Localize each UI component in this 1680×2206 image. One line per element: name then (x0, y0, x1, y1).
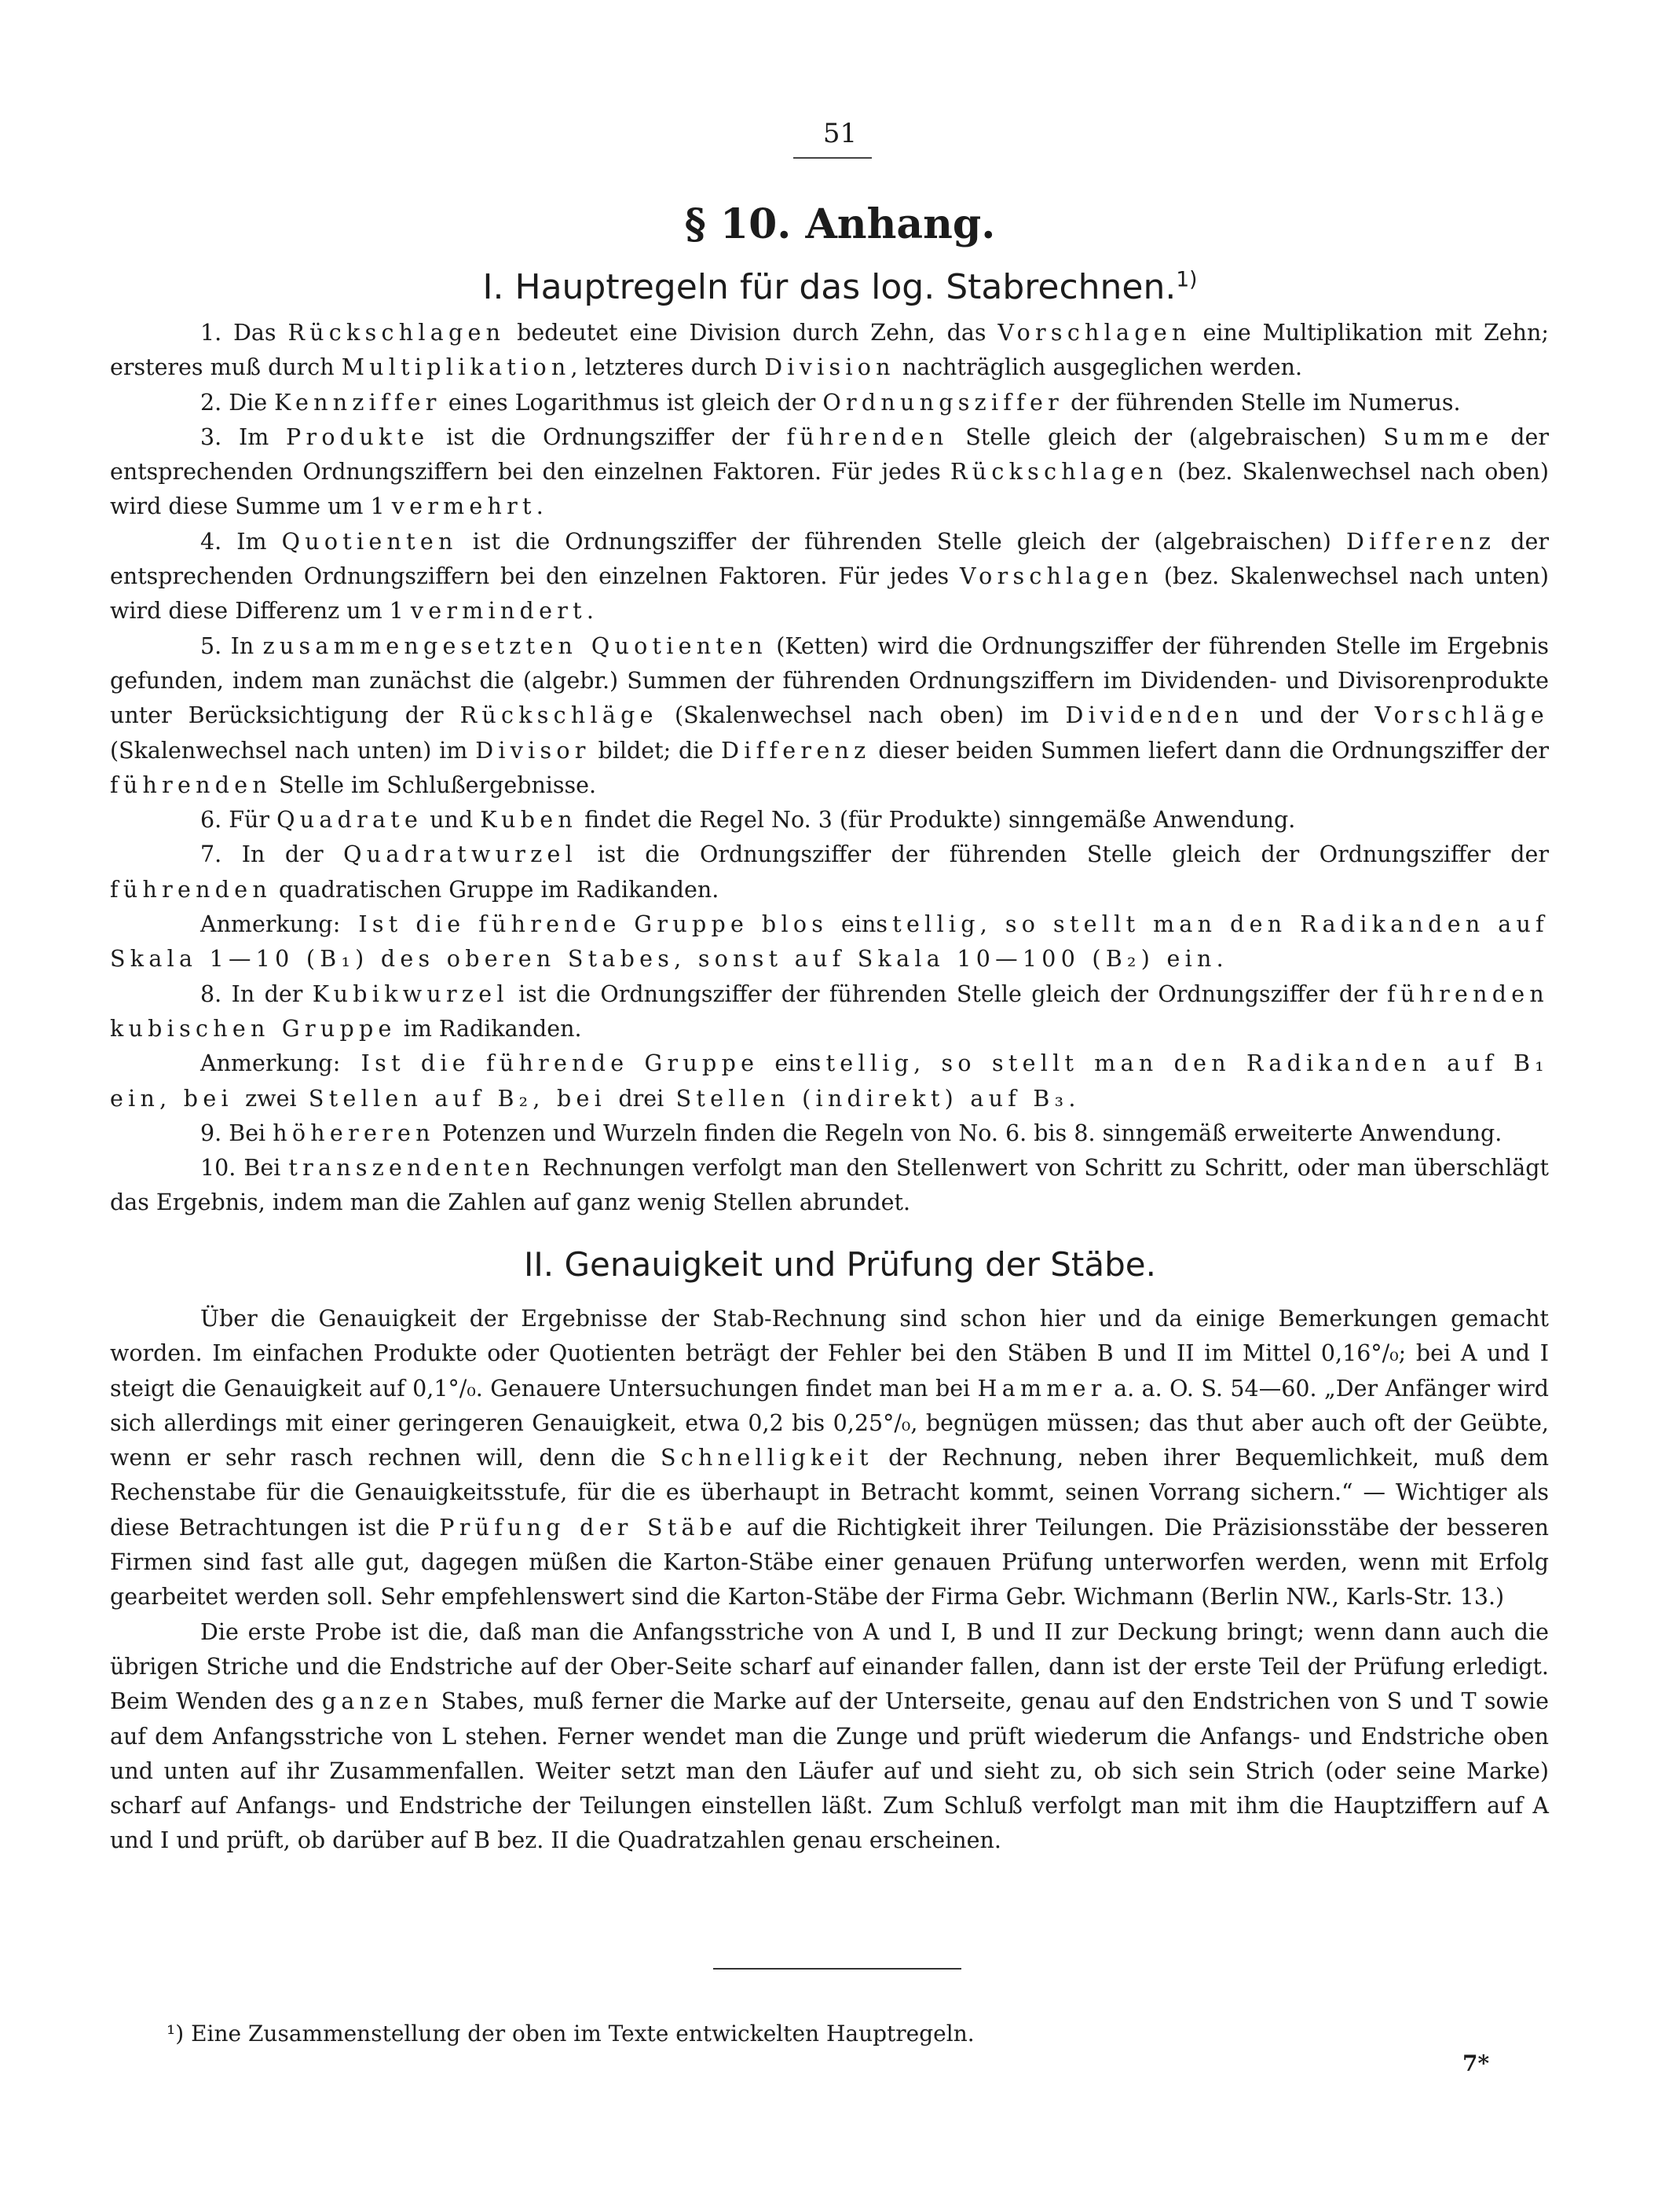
text-run: 1. Das (200, 320, 288, 346)
part2-heading: II. Genauigkeit und Prüfung der Stäbe. (524, 1245, 1156, 1284)
text-run: drei (618, 1085, 664, 1112)
text-run: bedeutet eine Division durch Zehn, das (505, 320, 998, 346)
text-run: 3. Im (200, 423, 287, 450)
spaced-text: Differenz (1345, 528, 1496, 555)
paragraph (110, 1046, 1549, 1116)
text-run: der entsprechenden Ordnungsziffern bei den einzelnen Faktoren. Für jedes (110, 528, 1550, 590)
text-run: (Skalenwechsel nach oben) im (657, 702, 1066, 729)
page-number: 51 (822, 118, 858, 149)
spaced-text: Multiplikation (341, 354, 571, 381)
text-run: zwei (245, 1085, 297, 1112)
paragraph (110, 1302, 1549, 1615)
text-run: auf die Richtigkeit ihrer Teilungen. Die Präzisionsstäbe der besseren Firmen sind fast alle gut, dagegen müßen die Karton-Stäbe einer genauen Prüfung unterworfen werden, wenn mit Erfolg gearbeitet werden soll. Sehr empfehlenswert sind die Karton-Stäbe der Firma Gebr. Wichmann (Berlin NW., Karls-Str. 13.) (110, 1514, 1549, 1611)
spaced-text: transzendenten (288, 1155, 535, 1182)
text-run: ein (840, 911, 877, 938)
footnote (167, 2021, 975, 2047)
text-run: . (586, 598, 594, 625)
spaced-text: Vorschlagen (997, 320, 1191, 346)
text-run: dieser beiden Summen liefert dann die Ordnungsziffer der (870, 737, 1550, 764)
text-run: eine Multiplikation mit Zehn; ersteres muß durch (110, 320, 1549, 381)
spaced-text: : Ist die führende Gruppe (332, 1050, 775, 1077)
spaced-text: vermehrt (391, 493, 536, 520)
spaced-text: führenden (110, 771, 272, 798)
text-run: (Skalenwechsel nach unten) im (110, 737, 476, 764)
text-run: findet die Regel No. 3 (für Produkte) sinngemäße Anwendung. (577, 807, 1296, 834)
spaced-text: Kuben (480, 807, 578, 834)
paragraph (110, 1151, 1549, 1221)
signature-mark: 7* (1462, 2050, 1490, 2076)
spaced-text: Quotienten (281, 528, 458, 555)
text-run: Rechnungen verfolgt man den Stellenwert von Schritt zu Schritt, oder man überschlägt das Ergebnis, indem man die Zahlen auf ganz wenig Stellen abrundet. (110, 1155, 1549, 1216)
text-run: ist die Ordnungsziffer der führenden Stelle gleich der (algebraischen) (457, 528, 1346, 555)
text-run: , letzteres durch (570, 354, 765, 381)
spaced-text: Quadratwurzel (343, 841, 577, 868)
paragraph (110, 803, 1549, 837)
spaced-text: Hammer (977, 1375, 1107, 1402)
text-run: der führenden Stelle im Numerus. (1063, 389, 1461, 416)
spaced-text: Division (764, 354, 895, 381)
spaced-text: Produkte (286, 423, 430, 450)
text-run: 10. Bei (200, 1155, 289, 1182)
text-run: ist die Ordnungsziffer der (429, 423, 787, 450)
text-run: bildet; die (590, 737, 722, 764)
page-number-rule (793, 157, 872, 159)
text-run: eines Logarithmus ist gleich der (441, 389, 823, 416)
spaced-text: höhereren (273, 1119, 435, 1146)
text-run: Stabes, muß ferner die Marke auf der Unterseite, genau auf den Endstrichen von S und T sowie auf dem Anfangsstriche von L stehen. Ferner wendet man die Zunge und prüft wiederum die Anfangs- und Endstriche oben und unten auf ihr Zusammenfallen. Weiter setzt man den Läufer auf und sieht zu, ob sich sein Strich (oder seine Marke) scharf auf Anfangs- und Endstriche der Teilungen einstellen läßt. Zum Schluß verfolgt man mit ihm die Hauptziffern auf A und I und prüft, ob darüber auf B bez. II die Quadratzahlen genau erscheinen. (110, 1688, 1549, 1854)
text-run: ist die Ordnungsziffer der führenden Stelle gleich der Ordnungsziffer der (577, 841, 1550, 868)
spaced-text: Schnelligkeit (660, 1445, 873, 1471)
spaced-text: Kennziffer (274, 389, 441, 416)
spaced-text: : Ist die führende Gruppe blos (332, 911, 841, 938)
paragraph (110, 386, 1549, 420)
paragraph (110, 837, 1549, 907)
text-run: 4. Im (200, 528, 282, 555)
spaced-text: Vorschlagen (959, 563, 1154, 590)
paragraph (110, 525, 1549, 629)
text-run: . (536, 493, 544, 520)
text-run: (bez. Skalenwechsel nach oben) wird diese Summe um 1 (110, 459, 1549, 520)
text-run: Die erste Probe ist die, daß man die Anfangsstriche von A und I, B und II zur Deckung bringt; wenn dann auch die übrigen Striche und die Endstriche auf der Ober-Seite scharf auf einander fallen, dann ist der erste Teil der Prüfung erledigt. Beim Wenden des (110, 1618, 1549, 1715)
text-run: 8. In der (200, 980, 313, 1007)
text-run: Potenzen und Wurzeln finden die Regeln von No. 6. bis 8. sinngemäß erweiterte Anwendung. (434, 1119, 1502, 1146)
spaced-text: führenden kubischen Gruppe (110, 980, 1550, 1042)
spaced-text: Divisor (475, 737, 591, 764)
text-run: und der (1243, 702, 1375, 729)
text-run: der entsprechenden Ordnungsziffern bei den einzelnen Faktoren. Für jedes (110, 423, 1549, 486)
spaced-text: zusammengesetzten Quotienten (262, 632, 767, 659)
spaced-text: Rückschläge (459, 702, 658, 729)
section-title: § 10. Anhang. (684, 200, 996, 248)
paragraph (110, 1615, 1549, 1859)
spaced-text: Differenz (721, 737, 871, 764)
text-run: 5. In (200, 632, 263, 659)
spaced-text: Dividenden (1065, 702, 1244, 729)
spaced-text: Prüfung der Stäbe (439, 1514, 738, 1541)
spaced-text: Summe (1383, 423, 1494, 450)
text-run: Anmerkung (200, 1050, 333, 1077)
footnote-marker: ¹) (167, 2021, 185, 2047)
text-run: (Ketten) wird die Ordnungsziffer der führenden Stelle im Ergebnis gefunden, indem man zunächst die (algebr.) Summen der führenden Ordnungsziffern im Dividenden- und Divisorenprodukte unter Berücksichtigung der (110, 632, 1549, 729)
footnote-rule (713, 1968, 961, 1970)
text-run: 2. Die (200, 389, 275, 416)
text-run: (bez. Skalenwechsel nach unten) wird diese Differenz um 1 (110, 563, 1549, 625)
part1-heading-footnote-ref: 1) (1176, 267, 1198, 292)
paragraph (110, 420, 1549, 525)
rules-list (110, 316, 1549, 1221)
text-run: Anmerkung (200, 911, 333, 938)
spaced-text: Quadrate (276, 807, 423, 834)
text-run: und (423, 807, 481, 834)
text-run: 7. In der (200, 841, 344, 868)
text-run: quadratischen Gruppe im Radikanden. (272, 876, 719, 903)
text-run: a. a. O. S. 54—60. „Der Anfänger wird sich allerdings mit einer geringeren Genauigkeit, etwa 0,2 bis 0,25°/₀, begnügen müssen; das thut aber auch oft der Geübte, wenn er sehr rasch rechnen will, denn die (110, 1375, 1549, 1471)
text-run: 9. Bei (200, 1119, 273, 1146)
spaced-text: führenden (786, 423, 949, 450)
spaced-text: ganzen (321, 1688, 434, 1715)
paragraph (110, 629, 1549, 803)
spaced-text: Rückschlagen (950, 459, 1168, 486)
text-run: ist die Ordnungsziffer der führenden Stelle gleich der Ordnungsziffer der (508, 980, 1388, 1007)
spaced-text: Kubikwurzel (312, 980, 509, 1007)
paragraph (110, 907, 1549, 977)
part1-heading-text: I. Hauptregeln für das log. Stabrechnen. (482, 267, 1177, 307)
text-run: der Rechnung, neben ihrer Bequemlichkeit, muß dem Rechenstabe für die Genauigkeitsstufe, für die es überhaupt in Betracht kommt, seinen Vorrang sichern.“ — Wichtiger als diese Betrachtungen ist die (110, 1445, 1549, 1541)
text-run: nachträglich ausgeglichen werden. (895, 354, 1303, 381)
text-run: Stelle gleich der (algebraischen) (948, 423, 1384, 450)
spaced-text: Stellen auf B₂, bei (296, 1085, 619, 1112)
paragraph (110, 316, 1549, 386)
text-run: Über die Genauigkeit der Ergebnisse der Stab-Rechnung sind schon hier und da einige Bemerkungen gemacht worden. Im einfachen Produkte oder Quotienten beträgt der Fehler bei den Stäben B und II im Mittel 0,16°/₀; bei A und I steigt die Genauigkeit auf 0,1°/₀. Genauere Untersuchungen findet man bei (110, 1306, 1549, 1402)
spaced-text: Ordnungsziffer (822, 389, 1064, 416)
paragraph (110, 1116, 1549, 1151)
spaced-text: Rückschlagen (287, 320, 506, 346)
part2-body (110, 1302, 1549, 1859)
spaced-text: Vorschläge (1374, 702, 1549, 729)
spaced-text: stellig, so stellt man den Radikanden auf Skala 1—10 (B₁) des oberen Stabes, sonst auf Skala 10—100 (B₂) ein. (110, 911, 1549, 973)
footnote-text: Eine Zusammenstellung der oben im Texte entwickelten Hauptregeln. (191, 2021, 975, 2047)
spaced-text: vermindert (410, 598, 587, 625)
spaced-text: führenden (110, 876, 272, 903)
part1-heading (0, 267, 1680, 307)
text-run: Stelle im Schlußergebnisse. (272, 771, 597, 798)
text-run: ein (774, 1050, 810, 1077)
spaced-text: stellig, so stellt man den Radikanden auf B₁ ein, bei (110, 1050, 1549, 1112)
text-run: im Radikanden. (396, 1015, 582, 1042)
spaced-text: Stellen (indirekt) auf B₃. (664, 1085, 1081, 1112)
paragraph (110, 977, 1549, 1047)
text-run: 6. Für (200, 807, 277, 834)
